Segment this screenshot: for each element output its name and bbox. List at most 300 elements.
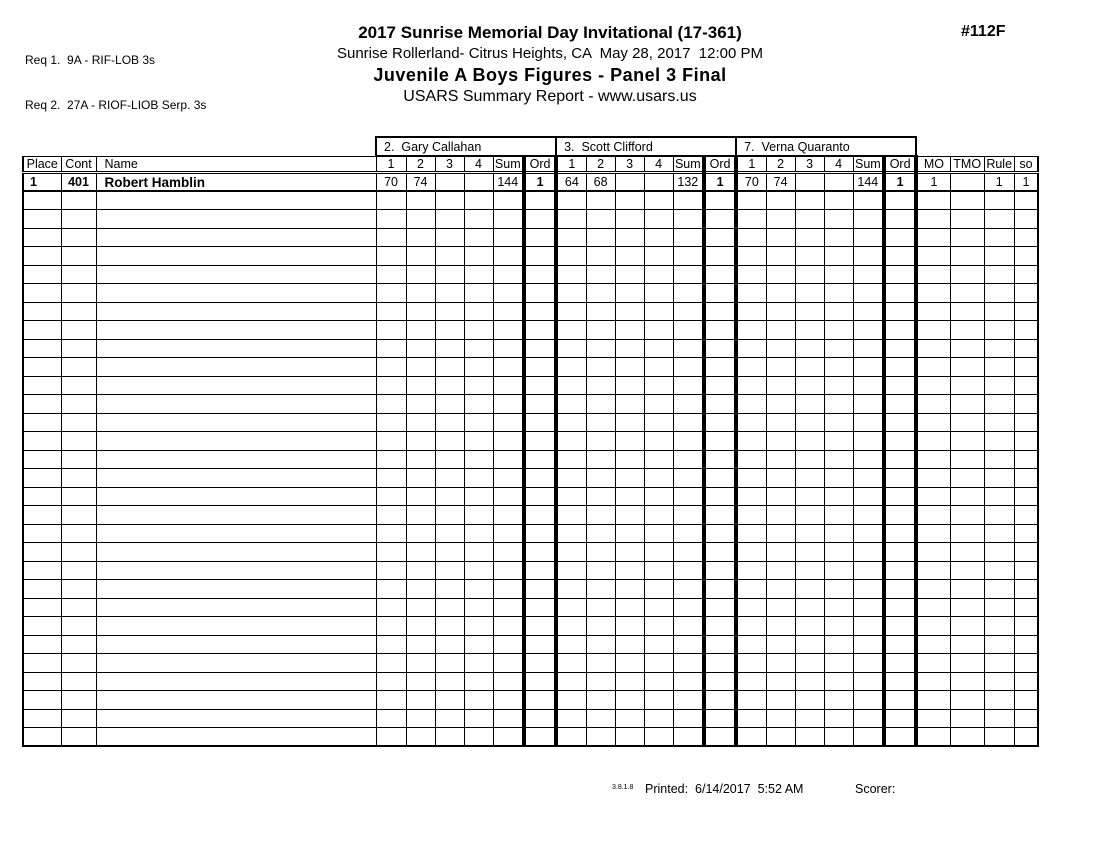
judge-header: 7. Verna Quaranto (736, 137, 916, 156)
sum-cell (673, 728, 704, 747)
ord-cell (524, 191, 556, 210)
rule-cell (984, 635, 1014, 654)
rule-cell (984, 432, 1014, 451)
place-cell (23, 469, 61, 488)
score-cell (464, 284, 493, 303)
mo-cell (916, 210, 950, 229)
so-cell (1014, 228, 1038, 247)
score-cell (464, 321, 493, 340)
score-cell (435, 709, 464, 728)
cont-cell (61, 358, 96, 377)
score-cell (736, 395, 766, 414)
score-cell (736, 265, 766, 284)
sum-cell (493, 580, 524, 599)
sum-cell (853, 543, 884, 562)
empty-row (23, 617, 1038, 636)
place-cell (23, 524, 61, 543)
score-cell (435, 543, 464, 562)
score-cell (615, 395, 644, 414)
tmo-cell (950, 506, 984, 525)
rule-cell (984, 598, 1014, 617)
sum-cell (493, 265, 524, 284)
so-cell (1014, 450, 1038, 469)
sum-cell (673, 709, 704, 728)
sum-cell (673, 598, 704, 617)
score-cell (464, 543, 493, 562)
score-cell (644, 376, 673, 395)
empty-row (23, 358, 1038, 377)
ord-cell (884, 413, 916, 432)
score-cell (586, 284, 615, 303)
name-cell (96, 450, 376, 469)
name-cell (96, 376, 376, 395)
sum-cell (853, 191, 884, 210)
cont-cell (61, 506, 96, 525)
cont-cell (61, 432, 96, 451)
score-cell (766, 450, 795, 469)
score-cell (766, 617, 795, 636)
mo-cell (916, 524, 950, 543)
score-cell (644, 709, 673, 728)
tmo-cell (950, 469, 984, 488)
score-cell (435, 376, 464, 395)
tmo-cell (950, 284, 984, 303)
score-column-header: 3 (435, 156, 464, 173)
score-cell (824, 506, 853, 525)
sum-cell (853, 339, 884, 358)
score-column-header: 4 (644, 156, 673, 173)
score-cell (406, 450, 435, 469)
ord-cell (704, 413, 736, 432)
score-cell (586, 358, 615, 377)
score-cell (615, 450, 644, 469)
score-cell (615, 413, 644, 432)
sum-cell (673, 191, 704, 210)
score-cell (615, 691, 644, 710)
ord-cell (704, 506, 736, 525)
score-cell (644, 635, 673, 654)
tmo-cell (950, 672, 984, 691)
sum-cell (673, 284, 704, 303)
score-cell (736, 210, 766, 229)
score-cell (586, 228, 615, 247)
score-cell (795, 302, 824, 321)
ord-cell (704, 339, 736, 358)
tmo-cell (950, 302, 984, 321)
sum-cell (673, 654, 704, 673)
score-cell (795, 376, 824, 395)
score-cell (615, 709, 644, 728)
ord-cell (704, 247, 736, 266)
score-cell (556, 339, 586, 358)
score-cell: 70 (376, 173, 406, 192)
score-cell (795, 432, 824, 451)
sum-cell (673, 321, 704, 340)
score-cell (586, 598, 615, 617)
name-cell (96, 580, 376, 599)
score-cell (435, 210, 464, 229)
score-cell (376, 247, 406, 266)
mo-cell (916, 654, 950, 673)
score-cell (586, 321, 615, 340)
score-cell (464, 487, 493, 506)
score-cell (766, 413, 795, 432)
sum-cell (853, 469, 884, 488)
score-cell (615, 580, 644, 599)
score-cell (586, 469, 615, 488)
score-cell (615, 321, 644, 340)
ord-cell (704, 598, 736, 617)
cont-cell (61, 413, 96, 432)
score-cell (435, 691, 464, 710)
ord-cell (524, 580, 556, 599)
name-cell (96, 432, 376, 451)
mo-cell (916, 228, 950, 247)
score-cell (406, 506, 435, 525)
name-cell (96, 339, 376, 358)
ord-cell (524, 524, 556, 543)
score-cell (435, 321, 464, 340)
score-cell (556, 580, 586, 599)
ord-cell (884, 432, 916, 451)
ord-cell (884, 191, 916, 210)
so-cell (1014, 672, 1038, 691)
score-cell (586, 524, 615, 543)
score-cell (644, 450, 673, 469)
rule-cell (984, 413, 1014, 432)
score-cell (615, 469, 644, 488)
score-cell (464, 339, 493, 358)
cont-cell (61, 487, 96, 506)
empty-row (23, 284, 1038, 303)
ord-cell (524, 543, 556, 562)
score-cell (824, 265, 853, 284)
score-column-header: Sum (493, 156, 524, 173)
mo-cell (916, 580, 950, 599)
place-cell (23, 265, 61, 284)
score-cell (556, 506, 586, 525)
score-cell (824, 284, 853, 303)
mo-cell (916, 598, 950, 617)
ord-cell (704, 321, 736, 340)
ord-cell (704, 728, 736, 747)
score-cell (824, 302, 853, 321)
sum-cell (493, 469, 524, 488)
ord-cell: 1 (884, 173, 916, 192)
score-cell (586, 395, 615, 414)
empty-row (23, 635, 1038, 654)
score-cell (766, 228, 795, 247)
score-cell (766, 376, 795, 395)
so-cell (1014, 284, 1038, 303)
empty-row (23, 728, 1038, 747)
score-cell (376, 284, 406, 303)
score-cell (376, 543, 406, 562)
cont-cell (61, 691, 96, 710)
name-cell (96, 672, 376, 691)
place-cell (23, 358, 61, 377)
score-cell (464, 561, 493, 580)
ord-cell (884, 709, 916, 728)
ord-cell (704, 284, 736, 303)
ord-cell (884, 265, 916, 284)
score-cell (556, 210, 586, 229)
tmo-cell (950, 265, 984, 284)
cont-column-header: Cont (61, 156, 96, 173)
score-cell (615, 617, 644, 636)
sum-cell (673, 376, 704, 395)
sum-cell (493, 228, 524, 247)
score-cell (824, 487, 853, 506)
score-cell (644, 524, 673, 543)
empty-row (23, 543, 1038, 562)
cont-cell (61, 302, 96, 321)
rule-cell (984, 654, 1014, 673)
score-cell (736, 321, 766, 340)
score-cell (556, 395, 586, 414)
right-column-header: TMO (950, 156, 984, 173)
so-cell (1014, 395, 1038, 414)
sum-cell (493, 617, 524, 636)
score-cell (824, 358, 853, 377)
score-cell (556, 302, 586, 321)
ord-cell (524, 450, 556, 469)
ord-cell (704, 561, 736, 580)
score-cell (435, 191, 464, 210)
mo-cell (916, 413, 950, 432)
score-cell (615, 672, 644, 691)
score-cell (464, 691, 493, 710)
ord-cell (524, 506, 556, 525)
score-cell (376, 672, 406, 691)
score-cell (435, 506, 464, 525)
cont-cell (61, 376, 96, 395)
sum-cell (673, 413, 704, 432)
ord-cell (884, 358, 916, 377)
cont-cell (61, 321, 96, 340)
score-cell: 68 (586, 173, 615, 192)
name-cell (96, 691, 376, 710)
score-cell (406, 543, 435, 562)
place-cell (23, 432, 61, 451)
place-cell (23, 598, 61, 617)
score-cell (644, 413, 673, 432)
ord-cell (524, 228, 556, 247)
venue-date: Sunrise Rollerland- Citrus Heights, CA May 28, 2017 12:00 PM (336, 45, 764, 62)
place-cell (23, 302, 61, 321)
score-cell (464, 469, 493, 488)
ord-cell (524, 709, 556, 728)
cont-cell (61, 339, 96, 358)
score-cell (824, 432, 853, 451)
sum-cell (673, 469, 704, 488)
score-cell (586, 487, 615, 506)
score-cell (406, 654, 435, 673)
score-cell (736, 376, 766, 395)
place-cell (23, 487, 61, 506)
score-cell (435, 358, 464, 377)
score-cell (795, 543, 824, 562)
sum-cell (673, 543, 704, 562)
so-cell (1014, 617, 1038, 636)
score-cell (556, 654, 586, 673)
judge-row-spacer-left (23, 137, 376, 156)
score-cell (644, 598, 673, 617)
score-cell (766, 284, 795, 303)
cont-cell: 401 (61, 173, 96, 192)
score-cell (795, 617, 824, 636)
score-cell (376, 358, 406, 377)
sum-cell (673, 561, 704, 580)
score-cell (615, 506, 644, 525)
rule-cell (984, 228, 1014, 247)
score-cell (615, 543, 644, 562)
score-cell (644, 358, 673, 377)
ord-cell (524, 358, 556, 377)
score-cell (376, 691, 406, 710)
ord-cell (704, 691, 736, 710)
empty-row (23, 228, 1038, 247)
competitor-row (23, 173, 1038, 192)
sum-cell (493, 561, 524, 580)
cont-cell (61, 561, 96, 580)
sum-cell (853, 580, 884, 599)
sum-cell (853, 487, 884, 506)
rule-cell (984, 265, 1014, 284)
ord-cell (524, 672, 556, 691)
score-cell (376, 561, 406, 580)
so-cell (1014, 210, 1038, 229)
sum-cell (493, 506, 524, 525)
sum-cell (673, 302, 704, 321)
place-cell (23, 210, 61, 229)
score-cell (766, 191, 795, 210)
ord-cell (704, 191, 736, 210)
sum-cell (853, 358, 884, 377)
score-cell (406, 617, 435, 636)
ord-cell (704, 543, 736, 562)
score-cell (376, 376, 406, 395)
score-cell (824, 709, 853, 728)
score-cell (766, 506, 795, 525)
score-cell (464, 709, 493, 728)
score-cell (376, 598, 406, 617)
cont-cell (61, 728, 96, 747)
rule-cell (984, 672, 1014, 691)
sum-cell (673, 524, 704, 543)
score-cell (795, 524, 824, 543)
score-cell (435, 580, 464, 599)
cont-cell (61, 265, 96, 284)
score-cell (644, 173, 673, 192)
name-cell (96, 469, 376, 488)
place-cell (23, 247, 61, 266)
cont-cell (61, 543, 96, 562)
score-cell (766, 358, 795, 377)
score-cell (376, 228, 406, 247)
score-table-container (22, 136, 1039, 747)
mo-cell (916, 506, 950, 525)
sum-cell (673, 635, 704, 654)
sum-cell (493, 450, 524, 469)
rule-cell (984, 302, 1014, 321)
score-cell (736, 247, 766, 266)
ord-cell (524, 339, 556, 358)
sum-cell (853, 728, 884, 747)
score-cell (376, 450, 406, 469)
ord-cell (704, 302, 736, 321)
sum-cell (853, 691, 884, 710)
score-cell (464, 191, 493, 210)
score-cell (824, 691, 853, 710)
score-cell (586, 191, 615, 210)
empty-row (23, 265, 1038, 284)
ord-cell (704, 487, 736, 506)
mo-cell (916, 395, 950, 414)
sum-cell (493, 432, 524, 451)
score-cell (736, 654, 766, 673)
score-cell (556, 672, 586, 691)
cont-cell (61, 247, 96, 266)
mo-cell (916, 672, 950, 691)
score-cell (556, 376, 586, 395)
score-cell (795, 709, 824, 728)
score-cell (464, 598, 493, 617)
mo-cell (916, 691, 950, 710)
ord-cell (704, 617, 736, 636)
mo-cell (916, 635, 950, 654)
cont-cell (61, 284, 96, 303)
score-cell (644, 210, 673, 229)
so-cell (1014, 543, 1038, 562)
mo-cell (916, 284, 950, 303)
sum-cell (853, 247, 884, 266)
so-cell (1014, 376, 1038, 395)
sum-cell (673, 395, 704, 414)
score-cell (766, 247, 795, 266)
ord-cell (884, 487, 916, 506)
so-cell (1014, 432, 1038, 451)
empty-row (23, 432, 1038, 451)
tmo-cell (950, 321, 984, 340)
sum-cell (853, 228, 884, 247)
score-cell (586, 376, 615, 395)
rule-cell (984, 339, 1014, 358)
score-cell (435, 302, 464, 321)
sum-cell (673, 247, 704, 266)
score-cell (556, 543, 586, 562)
sum-cell (673, 339, 704, 358)
score-cell (795, 358, 824, 377)
place-cell (23, 672, 61, 691)
sum-cell (673, 580, 704, 599)
score-cell (766, 635, 795, 654)
score-column-header: 2 (406, 156, 435, 173)
mo-cell (916, 728, 950, 747)
ord-cell (524, 728, 556, 747)
score-column-header: 4 (824, 156, 853, 173)
name-cell: Robert Hamblin (96, 173, 376, 192)
score-cell (435, 617, 464, 636)
cont-cell (61, 635, 96, 654)
score-column-header: 1 (556, 156, 586, 173)
score-cell (376, 524, 406, 543)
ord-cell (884, 635, 916, 654)
score-cell (376, 321, 406, 340)
score-column-header: Ord (884, 156, 916, 173)
tmo-cell (950, 487, 984, 506)
score-cell (586, 543, 615, 562)
